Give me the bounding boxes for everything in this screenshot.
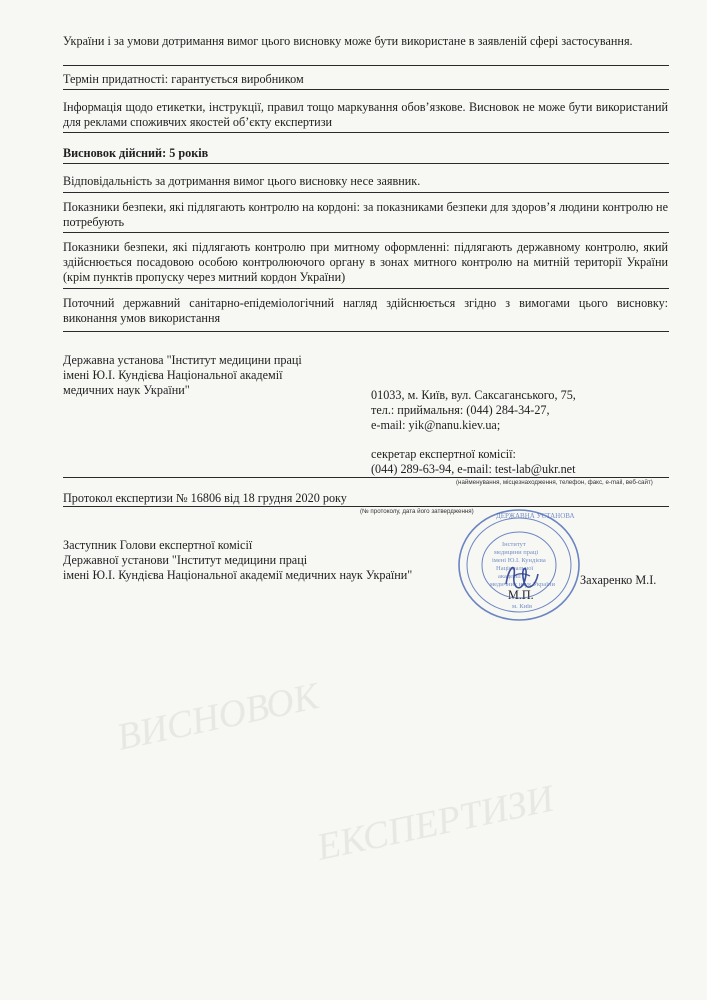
section-divider [63, 65, 669, 66]
svg-text:ЕКСПЕРТИЗИ: ЕКСПЕРТИЗИ [313, 777, 558, 869]
seal-stamp [454, 504, 584, 626]
section-divider [63, 477, 669, 478]
label-info-text: Інформація щодо етикетки, інструкції, правил тощо маркування обов’язкове. Висновок не може бути використаний для реклами споживчих якостей об’єкту експертизи [63, 100, 668, 129]
section-divider [63, 192, 669, 193]
email-text: e-mail: yik@nanu.kiev.ua; [371, 418, 501, 432]
svg-text:академії: академії [498, 573, 521, 580]
svg-text:медичних наук України: медичних наук України [490, 581, 555, 588]
signatory-name: Захаренко М.І. [580, 573, 657, 587]
watermark [80, 660, 640, 980]
signatory-org: Державної установи "Інститут медицини праці [63, 553, 308, 567]
contacts-caption: (найменування, місцезнаходження, телефон, факс, e-mail, веб-сайт) [456, 479, 653, 486]
secretary-info [371, 447, 671, 477]
svg-text:ДЕРЖАВНА УСТАНОВА: ДЕРЖАВНА УСТАНОВА [496, 512, 575, 520]
signatory-org: імені Ю.І. Кундієва Національної академії медичних наук України" [63, 568, 413, 582]
svg-text:м. Київ: м. Київ [512, 603, 533, 610]
contact-info [371, 388, 671, 433]
secretary-contact: (044) 289-63-94, e-mail: test-lab@ukr.net [371, 462, 576, 476]
shelf-life-text: Термін придатності: гарантується виробником [63, 72, 304, 86]
section-divider [63, 288, 669, 289]
phone-text: тел.: приймальня: (044) 284-34-27, [371, 403, 550, 417]
section-divider [63, 89, 669, 90]
responsibility-text: Відповідальність за дотримання вимог цього висновку несе заявник. [63, 174, 421, 188]
address-text: 01033, м. Київ, вул. Саксаганського, 75, [371, 388, 576, 402]
signatory-position: Заступник Голови експертної комісії [63, 538, 253, 552]
institution-line: медичних наук України" [63, 383, 190, 397]
svg-text:Національної: Національної [496, 565, 534, 572]
protocol-text: Протокол експертизи № 16806 від 18 грудня 2020 року [63, 491, 347, 505]
institution-line: Державна установа "Інститут медицини праці [63, 353, 302, 367]
border-control-text: Показники безпеки, які підлягають контролю на кордоні: за показниками безпеки для здоров’я людини контролю не потребують [63, 200, 668, 229]
supervision-text: Поточний державний санітарно-епідеміологічний нагляд здійснюється згідно з вимогами цього висновку: виконання умов використання [63, 296, 668, 325]
customs-control-text: Показники безпеки, які підлягають контролю при митному оформленні: підлягають державному контролю, який здійснюється посадовою особою контролюючого органу в зонах митного контролю на митній території України (крім пунктів пропуску через митний кордон України) [63, 240, 668, 284]
svg-text:Інститут: Інститут [502, 541, 526, 548]
section-divider [63, 331, 669, 332]
svg-text:імені Ю.І. Кундієва: імені Ю.І. Кундієва [492, 557, 546, 564]
stamp-mark: М.П. [508, 588, 534, 602]
protocol-caption: (№ протоколу, дата його затвердження) [360, 508, 474, 515]
section-divider [63, 163, 669, 164]
usage-text: України і за умови дотримання вимог цього висновку може бути використане в заявленій сфері застосування. [63, 34, 633, 48]
svg-text:ВИСНОВОК: ВИСНОВОК [113, 675, 323, 759]
validity-text: Висновок дійсний: 5 років [63, 146, 209, 160]
institution-name [63, 353, 363, 398]
secretary-label: секретар експертної комісії: [371, 447, 516, 461]
institution-line: імені Ю.І. Кундієва Національної академії [63, 368, 283, 382]
section-divider [63, 232, 669, 233]
svg-text:медицини праці: медицини праці [494, 549, 539, 556]
section-divider [63, 132, 669, 133]
